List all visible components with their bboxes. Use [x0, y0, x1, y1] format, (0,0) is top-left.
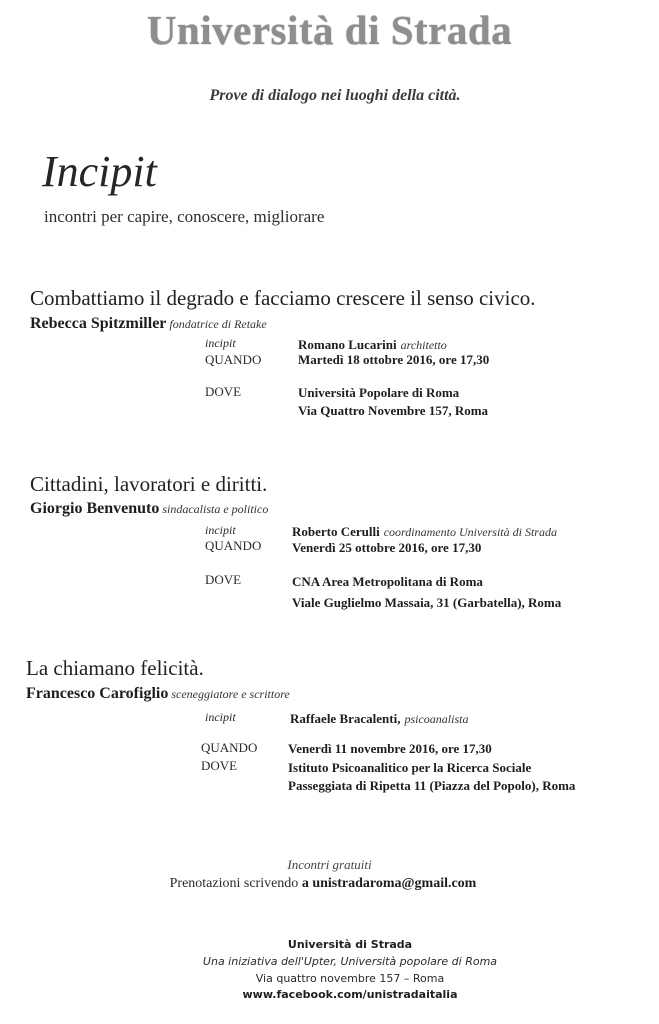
incipit-label: incipit	[205, 710, 236, 724]
masthead-title: Università di Strada	[146, 7, 513, 53]
where-line-2: Passeggiata di Ripetta 11 (Piazza del Popolo), Roma	[288, 778, 576, 793]
event-title: La chiamano felicità.	[26, 656, 204, 680]
tagline: Prove di dialogo nei luoghi della città.	[209, 87, 461, 104]
event-speaker	[30, 315, 267, 333]
when-value: Martedì 18 ottobre 2016, ore 17,30	[298, 352, 490, 367]
incipit-role: psicoanalista	[404, 712, 469, 726]
series-subtitle: incontri per capire, conoscere, migliorare	[44, 207, 325, 226]
incipit-role: architetto	[400, 338, 447, 352]
when-label: QUANDO	[201, 740, 258, 755]
incipit-name: Romano Lucarini	[298, 337, 397, 352]
speaker-name: Francesco Carofiglio	[26, 685, 169, 702]
booking-text: Prenotazioni scrivendo	[169, 876, 299, 891]
where-line-2: Via Quattro Novembre 157, Roma	[298, 403, 489, 418]
free-entry-note: Incontri gratuiti	[287, 857, 372, 872]
where-line-1: Università Popolare di Roma	[298, 385, 460, 400]
series-title: Incipit	[42, 147, 157, 196]
when-label: QUANDO	[205, 352, 262, 367]
incipit-name: Raffaele Bracalenti,	[290, 711, 401, 726]
booking-line	[0, 876, 646, 892]
incipit-name: Roberto Cerulli	[292, 524, 380, 539]
booking-email-link[interactable]: a unistradaroma@gmail.com	[301, 876, 477, 891]
speaker-name: Giorgio Benvenuto	[30, 500, 160, 517]
speaker-role: sceneggiatore e scrittore	[171, 687, 290, 701]
speaker-role: fondatrice di Retake	[169, 317, 267, 331]
when-value: Venerdì 25 ottobre 2016, ore 17,30	[292, 540, 482, 555]
when-label: QUANDO	[205, 538, 262, 553]
event-speaker	[30, 500, 268, 518]
event-title: Cittadini, lavoratori e diritti.	[30, 472, 268, 496]
where-line-2: Viale Guglielmo Massaia, 31 (Garbatella), Roma	[292, 595, 562, 610]
incipit-label: incipit	[205, 523, 236, 537]
where-line-1: Istituto Psicoanalitico per la Ricerca Sociale	[288, 760, 532, 775]
where-label: DOVE	[201, 758, 238, 773]
event-speaker	[26, 685, 290, 703]
where-label: DOVE	[205, 384, 242, 399]
where-line-1: CNA Area Metropolitana di Roma	[292, 574, 483, 589]
event-title: Combattiamo il degrado e facciamo crescere il senso civico.	[30, 286, 536, 310]
footer-initiative: Una iniziativa dell'Upter, Università popolare di Roma	[202, 955, 498, 968]
footer-web-link[interactable]: www.facebook.com/unistradaitalia	[242, 988, 458, 1001]
incipit-label: incipit	[205, 336, 236, 350]
where-label: DOVE	[205, 572, 242, 587]
incipit-guest	[290, 710, 468, 728]
footer-org: Università di Strada	[287, 938, 413, 951]
speaker-name: Rebecca Spitzmiller	[30, 315, 167, 332]
incipit-guest	[292, 523, 557, 541]
incipit-role: coordinamento Università di Strada	[383, 525, 557, 539]
speaker-role: sindacalista e politico	[162, 502, 269, 516]
when-value: Venerdì 11 novembre 2016, ore 17,30	[288, 741, 492, 756]
footer-address: Via quattro novembre 157 – Roma	[255, 972, 445, 985]
